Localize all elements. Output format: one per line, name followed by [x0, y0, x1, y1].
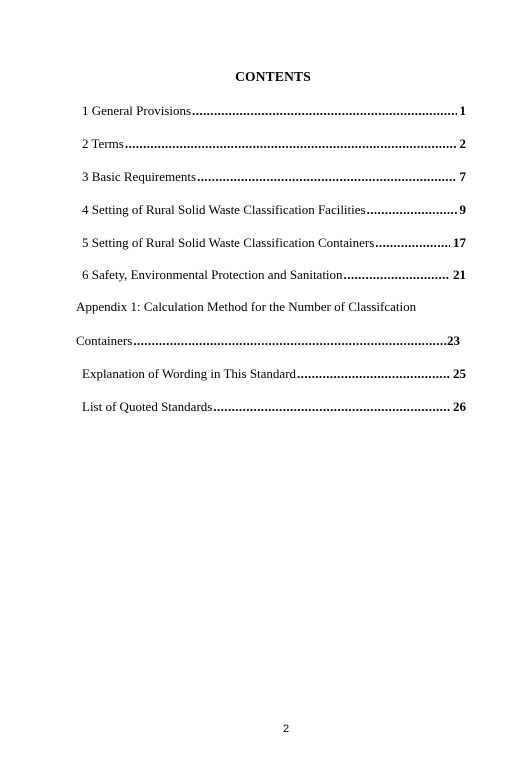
toc-entry-page: 21	[453, 267, 466, 282]
toc-appendix-label-line1[interactable]: Appendix 1: Calculation Method for the Number of Classifcation	[76, 299, 417, 314]
toc-entry-page: 7	[459, 169, 466, 184]
dot-leader	[133, 333, 447, 349]
toc-entry-safety-sanitation[interactable]	[82, 267, 466, 285]
toc-entry-label: 2 Terms	[82, 136, 124, 151]
page-number: 2	[282, 723, 290, 735]
toc-entry-page: 1	[459, 103, 466, 118]
toc-entry-label: 4 Setting of Rural Solid Waste Classification Facilities	[82, 202, 366, 217]
dot-leader	[367, 202, 457, 218]
toc-entry-label: List of Quoted Standards	[82, 399, 213, 414]
toc-entry-label: 1 General Provisions	[82, 103, 192, 118]
toc-entry-terms[interactable]	[82, 136, 466, 154]
dot-leader	[125, 136, 457, 152]
toc-entry-page: 26	[453, 399, 466, 414]
dot-leader	[297, 366, 450, 382]
dot-leader	[213, 399, 450, 415]
dot-leader	[197, 169, 456, 185]
toc-entry-label: 6 Safety, Environmental Protection and Sanitation	[82, 267, 343, 282]
toc-entry-page: 2	[459, 136, 466, 151]
toc-entry-explanation-of-wording[interactable]	[82, 366, 466, 384]
dot-leader	[344, 267, 450, 283]
toc-entry-label: Explanation of Wording in This Standard	[82, 366, 297, 381]
dot-leader	[192, 103, 456, 119]
toc-entry-page: 25	[453, 366, 466, 381]
toc-entry-page: 9	[459, 202, 466, 217]
toc-entry-basic-requirements[interactable]	[82, 169, 466, 187]
toc-entry-page: 23	[447, 333, 460, 348]
toc-entry-classification-facilities[interactable]	[82, 202, 466, 220]
dot-leader	[375, 235, 450, 251]
toc-entry-appendix[interactable]	[76, 333, 460, 351]
toc-entry-quoted-standards[interactable]	[82, 399, 466, 417]
toc-entry-label: 3 Basic Requirements	[82, 169, 197, 184]
toc-appendix-label-line2: Containers	[76, 333, 133, 348]
toc-entry-label: 5 Setting of Rural Solid Waste Classification Containers	[82, 235, 375, 250]
toc-entry-general-provisions[interactable]	[82, 103, 466, 121]
toc-entry-page: 17	[453, 235, 466, 250]
contents-title: CONTENTS	[235, 69, 311, 84]
toc-entry-classification-containers[interactable]	[82, 235, 466, 253]
